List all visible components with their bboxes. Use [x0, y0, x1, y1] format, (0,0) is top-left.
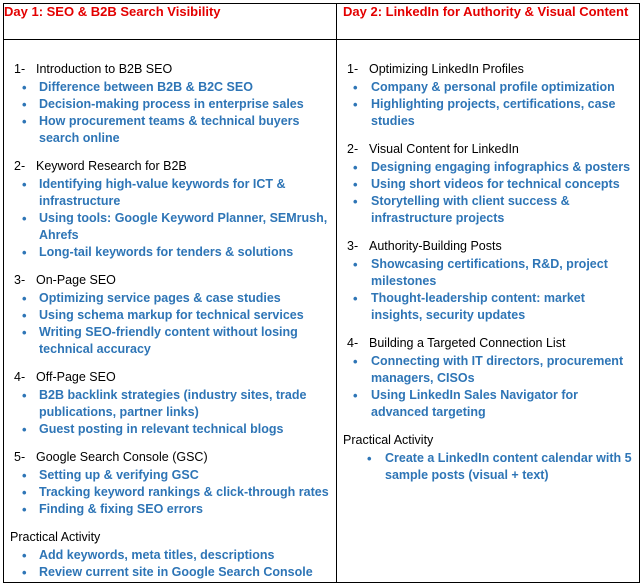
bullet-item: • Decision-making process in enterprise sales — [4, 96, 336, 113]
bullet-item: • How procurement teams & technical buyers search online — [4, 113, 336, 147]
section-heading — [337, 61, 639, 79]
section-title: Authority-Building Posts — [369, 239, 502, 253]
bullet-item: • Storytelling with client success & infrastructure projects — [337, 193, 639, 227]
section-number: 3- — [14, 273, 26, 287]
section-number: 1- — [347, 62, 359, 76]
section-number: 1- — [14, 62, 26, 76]
bullet-list — [4, 467, 336, 518]
day1-content — [4, 40, 336, 581]
section-number: 5- — [14, 450, 26, 464]
day1-practical — [4, 529, 336, 581]
bullet-item: • Highlighting projects, certifications, case studies — [337, 96, 639, 130]
section-number: 2- — [14, 159, 26, 173]
practical-title: Practical Activity — [343, 433, 434, 447]
day2-section — [337, 335, 639, 421]
bullet-item: • Review current site in Google Search Console — [4, 564, 336, 581]
day2-content — [337, 40, 639, 484]
section-heading — [4, 61, 336, 79]
section-title: Keyword Research for B2B — [36, 159, 187, 173]
section-heading — [337, 335, 639, 353]
day1-column — [4, 40, 337, 583]
bullet-item: • Tracking keyword rankings & click-through rates — [4, 484, 336, 501]
bullet-list — [4, 79, 336, 147]
bullet-item: • Using LinkedIn Sales Navigator for advanced targeting — [337, 387, 639, 421]
bullet-item: • Using short videos for technical concepts — [337, 176, 639, 193]
bullet-list — [4, 387, 336, 438]
section-number: 4- — [347, 336, 359, 350]
bullet-item: • Using tools: Google Keyword Planner, SEMrush, Ahrefs — [4, 210, 336, 244]
section-number: 3- — [347, 239, 359, 253]
agenda-table — [3, 3, 640, 583]
bullet-item: • Showcasing certifications, R&D, project milestones — [337, 256, 639, 290]
day1-section — [4, 272, 336, 358]
bullet-item: • Using schema markup for technical services — [4, 307, 336, 324]
bullet-list — [337, 353, 639, 421]
bullet-item: • Difference between B2B & B2C SEO — [4, 79, 336, 96]
bullet-list — [337, 256, 639, 324]
section-title: Building a Targeted Connection List — [369, 336, 566, 350]
practical-title: Practical Activity — [10, 530, 101, 544]
section-heading — [4, 272, 336, 290]
bullet-item: • Connecting with IT directors, procurement managers, CISOs — [337, 353, 639, 387]
section-heading — [337, 141, 639, 159]
bullet-item: • Company & personal profile optimization — [337, 79, 639, 96]
day2-column — [337, 40, 640, 583]
bullet-item: • Guest posting in relevant technical blogs — [4, 421, 336, 438]
bullet-item: • Designing engaging infographics & posters — [337, 159, 639, 176]
bullet-item: • Add keywords, meta titles, descriptions — [4, 547, 336, 564]
section-title: Off-Page SEO — [36, 370, 116, 384]
section-title: On-Page SEO — [36, 273, 116, 287]
section-title: Visual Content for LinkedIn — [369, 142, 519, 156]
bullet-item: • Setting up & verifying GSC — [4, 467, 336, 484]
day2-section — [337, 61, 639, 130]
day2-section — [337, 141, 639, 227]
bullet-item: • Optimizing service pages & case studies — [4, 290, 336, 307]
day1-section — [4, 369, 336, 438]
day1-section — [4, 61, 336, 147]
day2-section — [337, 238, 639, 324]
section-heading — [4, 158, 336, 176]
bullet-list — [337, 79, 639, 130]
section-heading — [4, 369, 336, 387]
bullet-list — [337, 450, 639, 484]
section-heading — [4, 449, 336, 467]
section-title: Introduction to B2B SEO — [36, 62, 173, 76]
bullet-item: • Identifying high-value keywords for ICT & infrastructure — [4, 176, 336, 210]
header-row — [4, 4, 640, 40]
day2-practical — [337, 432, 639, 484]
content-row — [4, 40, 640, 583]
bullet-list — [4, 547, 336, 581]
section-title: Optimizing LinkedIn Profiles — [369, 62, 524, 76]
day1-section — [4, 158, 336, 261]
section-title: Google Search Console (GSC) — [36, 450, 208, 464]
day1-section — [4, 449, 336, 518]
bullet-item: • B2B backlink strategies (industry sites, trade publications, partner links) — [4, 387, 336, 421]
section-number: 2- — [347, 142, 359, 156]
bullet-item: • Long-tail keywords for tenders & solutions — [4, 244, 336, 261]
bullet-item: • Writing SEO-friendly content without losing technical accuracy — [4, 324, 336, 358]
bullet-list — [337, 159, 639, 227]
bullet-item: • Thought-leadership content: market insights, security updates — [337, 290, 639, 324]
day1-title: Day 1: SEO & B2B Search Visibility — [4, 4, 337, 40]
section-number: 4- — [14, 370, 26, 384]
bullet-list — [4, 176, 336, 261]
bullet-list — [4, 290, 336, 358]
bullet-item: • Create a LinkedIn content calendar with 5 sample posts (visual + text) — [337, 450, 639, 484]
day2-title: Day 2: LinkedIn for Authority & Visual Content — [337, 4, 640, 40]
section-heading — [337, 238, 639, 256]
bullet-item: • Finding & fixing SEO errors — [4, 501, 336, 518]
